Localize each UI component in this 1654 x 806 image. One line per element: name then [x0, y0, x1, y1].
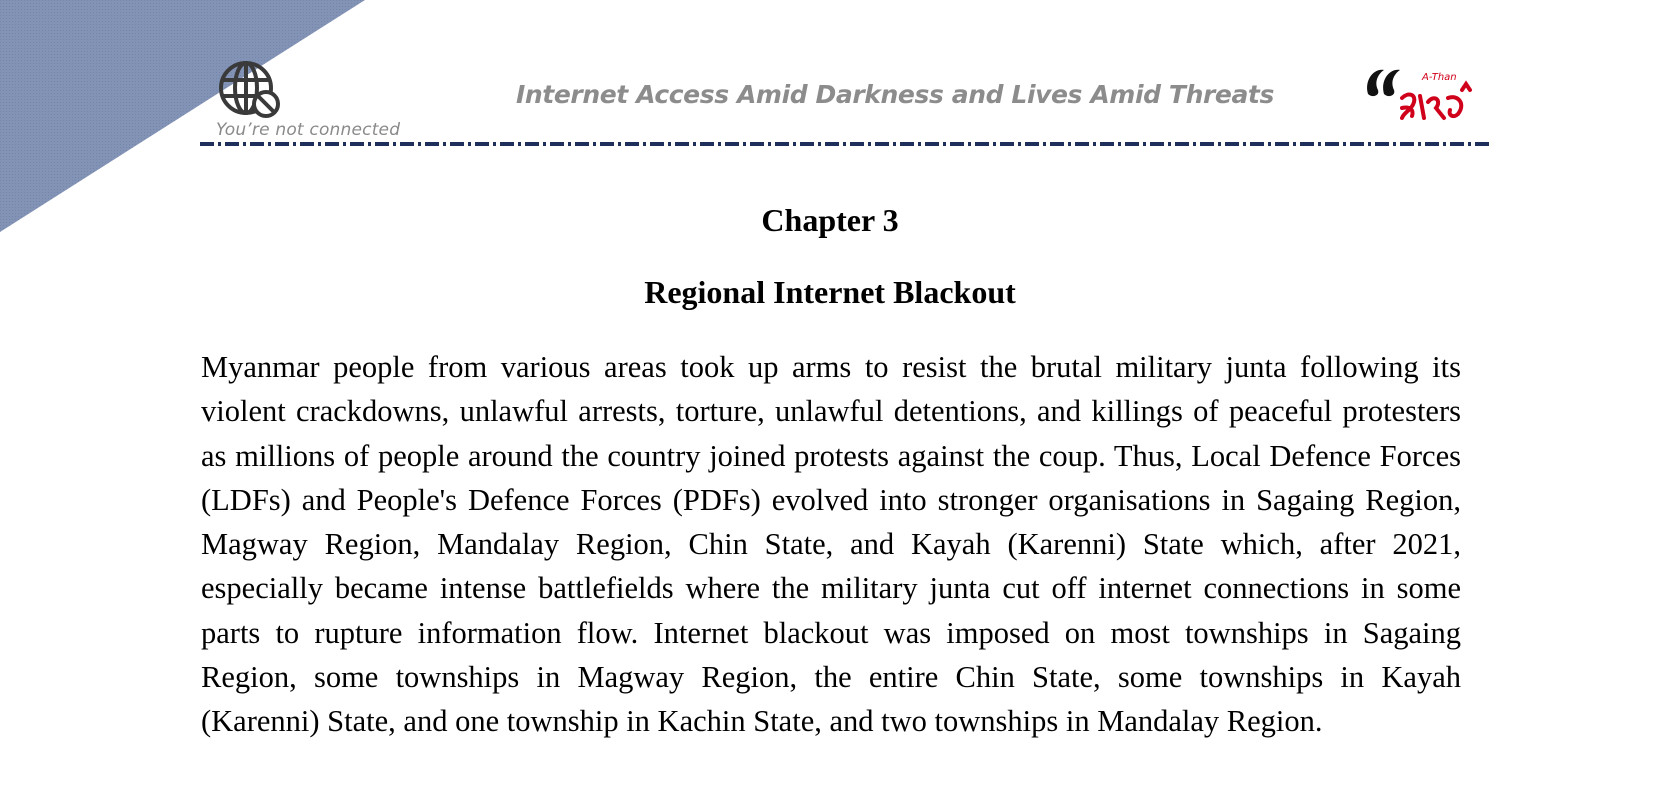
connection-status-text: You’re not connected	[216, 120, 401, 140]
body-paragraph: Myanmar people from various areas took up arms to resist the brutal military junta following its violent crackdowns, unlawful arrests, torture, unlawful detentions, and killings of peaceful protesters as millions of people around the country joined protests against the coup. Thus, Local Defence Forces (LDFs) and People's Defence Forces (PDFs) evolved into stronger organisations in Sagaing Region, Magway Region, Mandalay Region, Chin State, and Kayah (Karenni) State which, after 2021, especially became intense battlefields where the military junta cut off internet connections in some parts to rupture information flow. Internet blackout was imposed on most townships in Sagaing Region, some townships in Magway Region, the entire Chin State, some townships in Kayah (Karenni) State, and one township in Kachin State, and two townships in Mandalay Region.	[201, 350, 1461, 739]
logo-text: A-Than	[1422, 72, 1457, 83]
section-heading: Regional Internet Blackout	[644, 274, 1016, 310]
corner-decoration	[0, 0, 370, 232]
chapter-heading: Chapter 3	[761, 202, 899, 238]
athan-logo	[1362, 58, 1482, 124]
globe-disconnected-icon	[218, 60, 282, 120]
header-divider	[200, 141, 1490, 147]
header-title: Internet Access Amid Darkness and Lives Amid Threats	[516, 80, 1274, 109]
